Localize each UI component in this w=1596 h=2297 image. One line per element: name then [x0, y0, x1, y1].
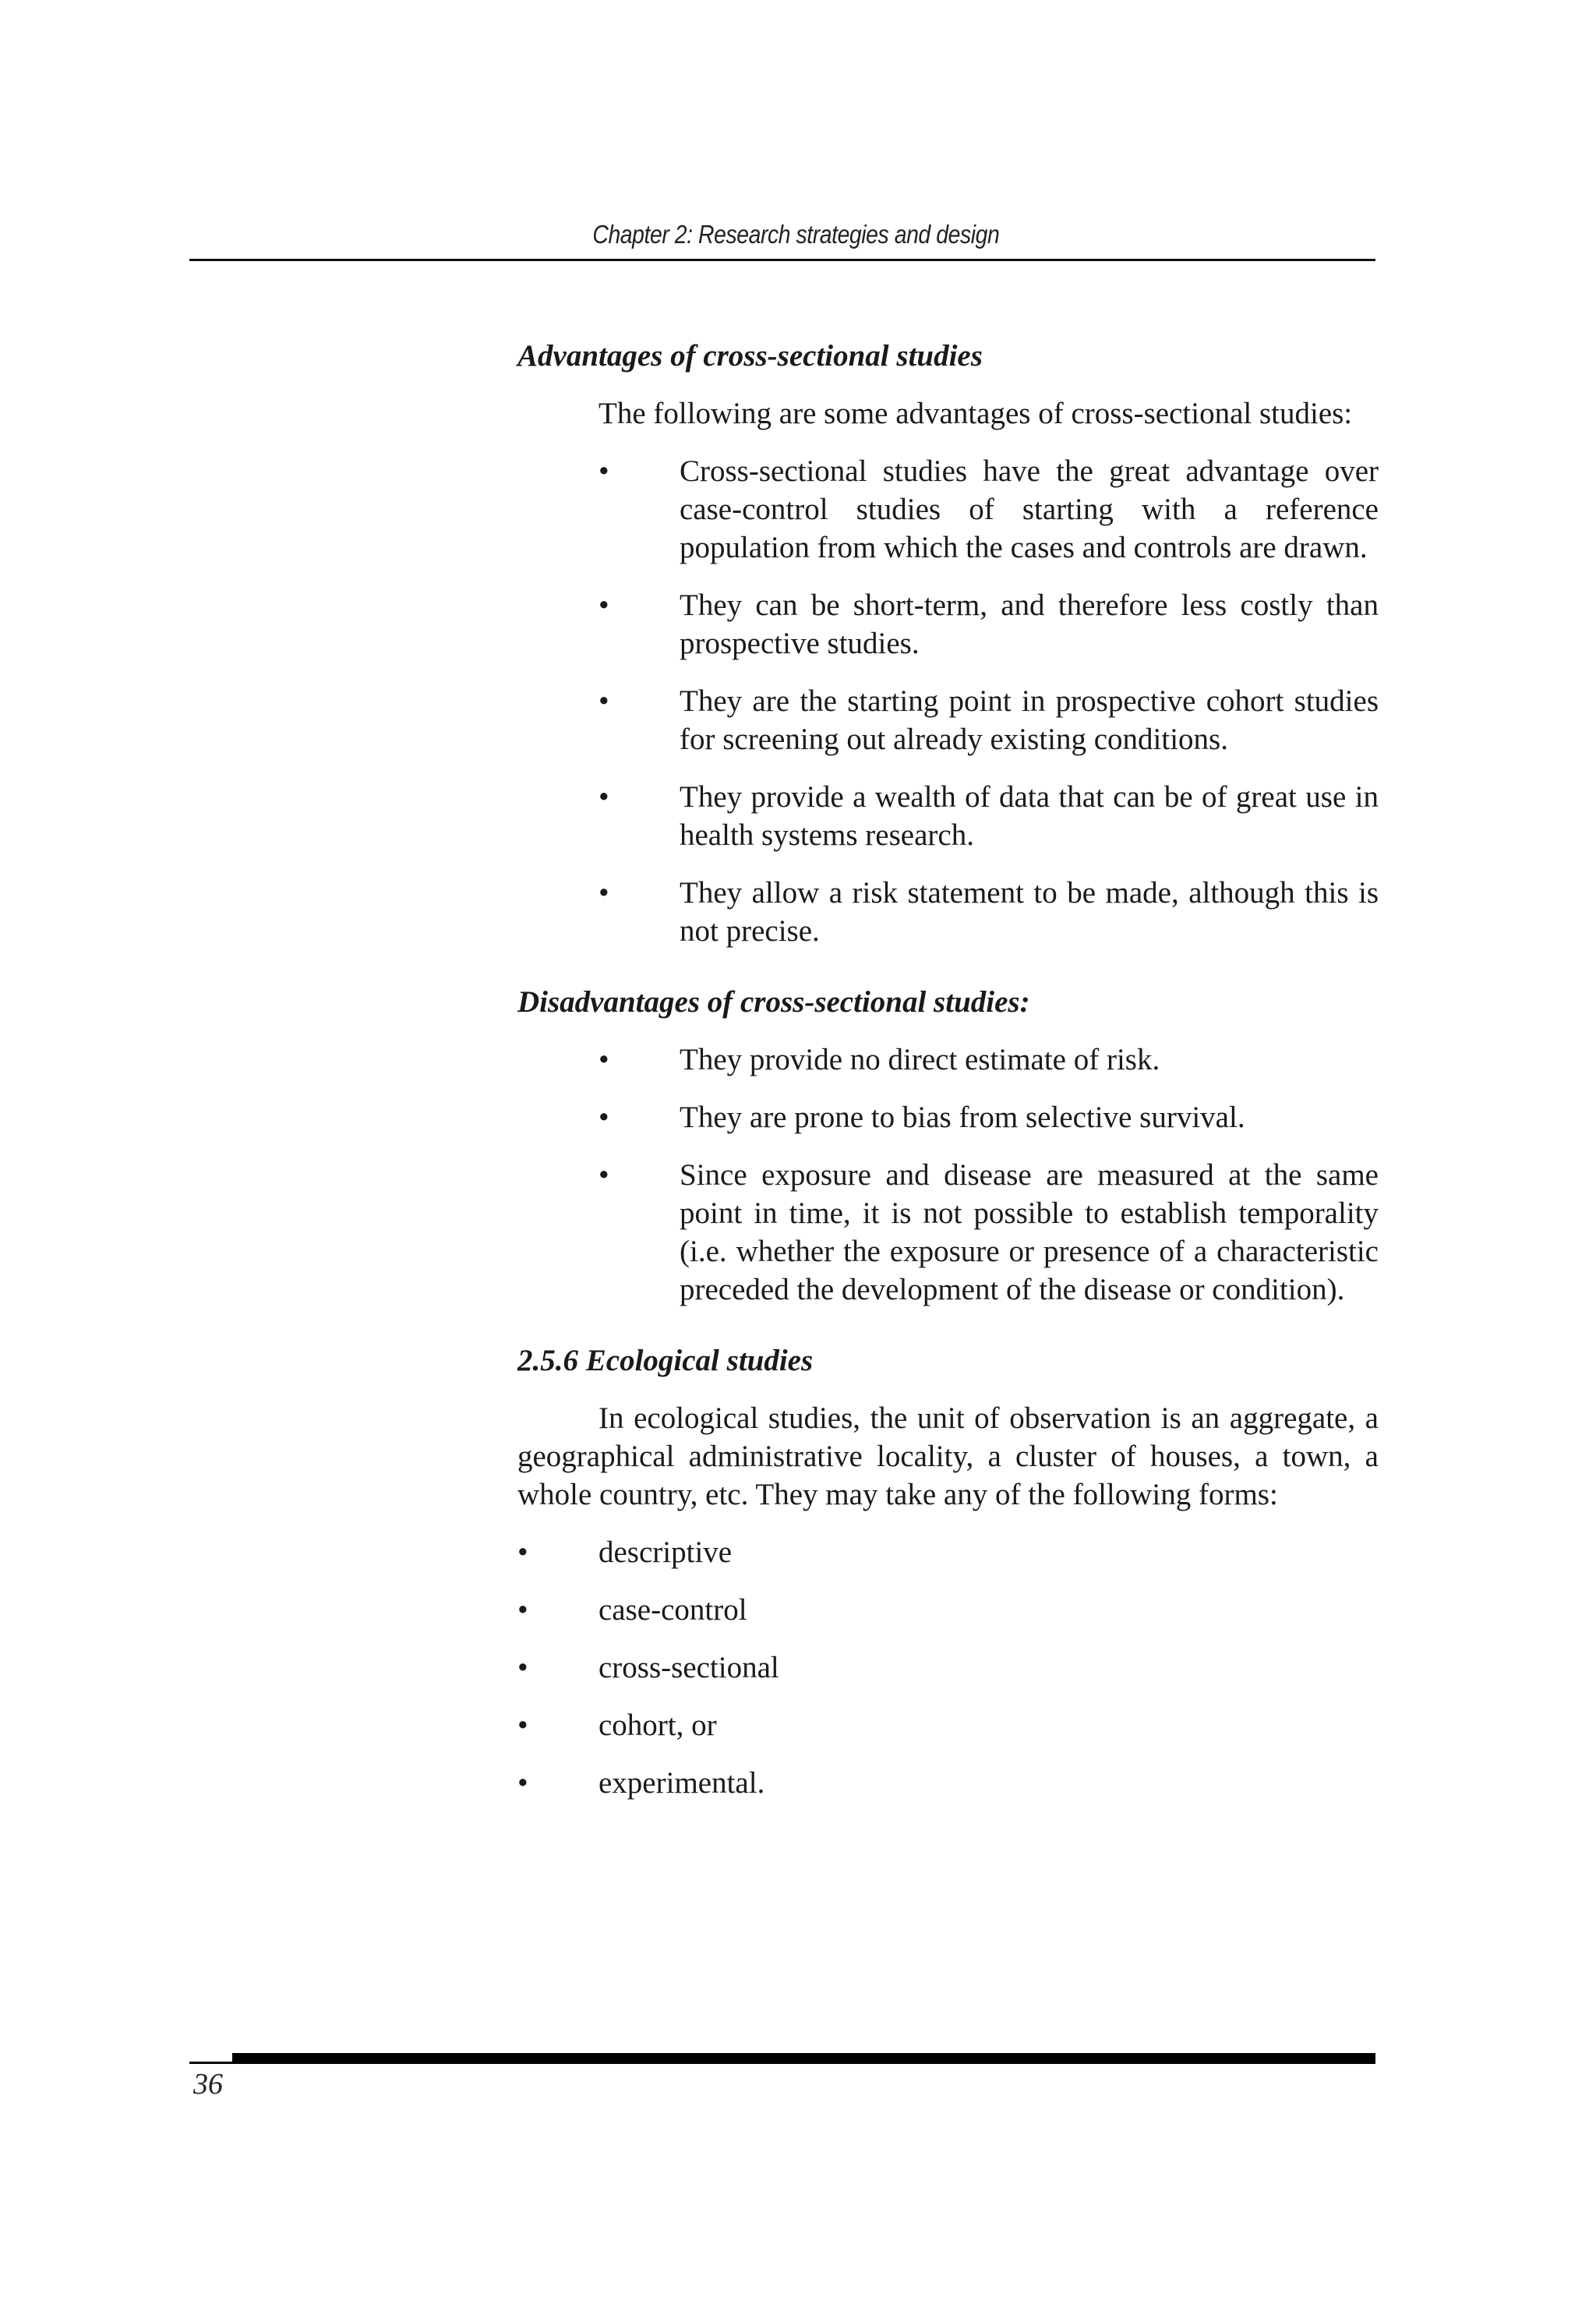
list-item-text: Cross-sectional studies have the great advantage over case-control studies of starting with a reference population from which the cases and controls are drawn. — [680, 454, 1379, 564]
ecological-paragraph: In ecological studies, the unit of observation is an aggregate, a geographical administrative locality, a cluster of houses, a town, a whole country, etc. They may take any of the following forms: — [517, 1401, 1379, 1511]
list-item — [517, 1706, 1379, 1744]
footer-rule-thin — [189, 2062, 236, 2064]
ecological-forms-list — [517, 1533, 1379, 1802]
running-header: Chapter 2: Research strategies and design — [592, 220, 1000, 249]
bullet-icon: • — [598, 1101, 609, 1134]
bullet-icon: • — [598, 588, 609, 622]
bullet-icon: • — [517, 1535, 528, 1569]
list-item-text: They provide no direct estimate of risk. — [680, 1043, 1160, 1076]
bullet-icon: • — [598, 1043, 609, 1076]
list-item — [517, 452, 1379, 567]
list-item-text: They provide a wealth of data that can be of great use in health systems research. — [680, 780, 1379, 852]
list-item — [517, 1764, 1379, 1802]
disadvantages-heading: Disadvantages of cross-sectional studies: — [517, 985, 1030, 1019]
bullet-icon: • — [517, 1651, 528, 1684]
footer-rule — [232, 2053, 1375, 2064]
list-item-text: cross-sectional — [598, 1651, 779, 1684]
advantages-heading: Advantages of cross-sectional studies — [517, 339, 983, 373]
page-number: 36 — [193, 2068, 223, 2101]
list-item — [517, 1649, 1379, 1687]
list-item-text: case-control — [598, 1593, 747, 1627]
ecological-heading: 2.5.6 Ecological studies — [517, 1344, 814, 1377]
list-item — [517, 874, 1379, 950]
disadvantages-list — [517, 1041, 1379, 1309]
bullet-icon: • — [517, 1709, 528, 1742]
list-item — [517, 778, 1379, 854]
list-item-text: They are the starting point in prospective cohort studies for screening out already existing conditions. — [680, 684, 1379, 756]
list-item — [517, 682, 1379, 758]
bullet-icon: • — [598, 1158, 609, 1192]
advantages-list — [517, 452, 1379, 950]
list-item — [517, 1156, 1379, 1309]
bullet-icon: • — [598, 684, 609, 718]
list-item-text: descriptive — [598, 1535, 733, 1569]
list-item-text: They are prone to bias from selective survival. — [680, 1101, 1245, 1134]
header-rule — [189, 259, 1375, 261]
list-item — [517, 1533, 1379, 1571]
list-item — [517, 1041, 1379, 1079]
list-item-text: They can be short-term, and therefore less costly than prospective studies. — [680, 588, 1379, 660]
list-item-text: experimental. — [598, 1766, 765, 1800]
bullet-icon: • — [598, 454, 609, 488]
bullet-icon: • — [598, 876, 609, 910]
list-item-text: cohort, or — [598, 1709, 717, 1742]
list-item-text: They allow a risk statement to be made, although this is not precise. — [680, 876, 1379, 948]
list-item — [517, 1098, 1379, 1136]
list-item — [517, 1591, 1379, 1629]
bullet-icon: • — [517, 1766, 528, 1800]
page-content — [517, 337, 1379, 1822]
list-item-text: Since exposure and disease are measured at the same point in time, it is not possible to establish temporality (i.e. whether the exposure or presence of a characteristic preceded the development of the disease or condition). — [680, 1158, 1379, 1306]
bullet-icon: • — [598, 780, 609, 814]
list-item — [517, 586, 1379, 663]
advantages-intro: The following are some advantages of cross-sectional studies: — [598, 397, 1353, 430]
bullet-icon: • — [517, 1593, 528, 1627]
